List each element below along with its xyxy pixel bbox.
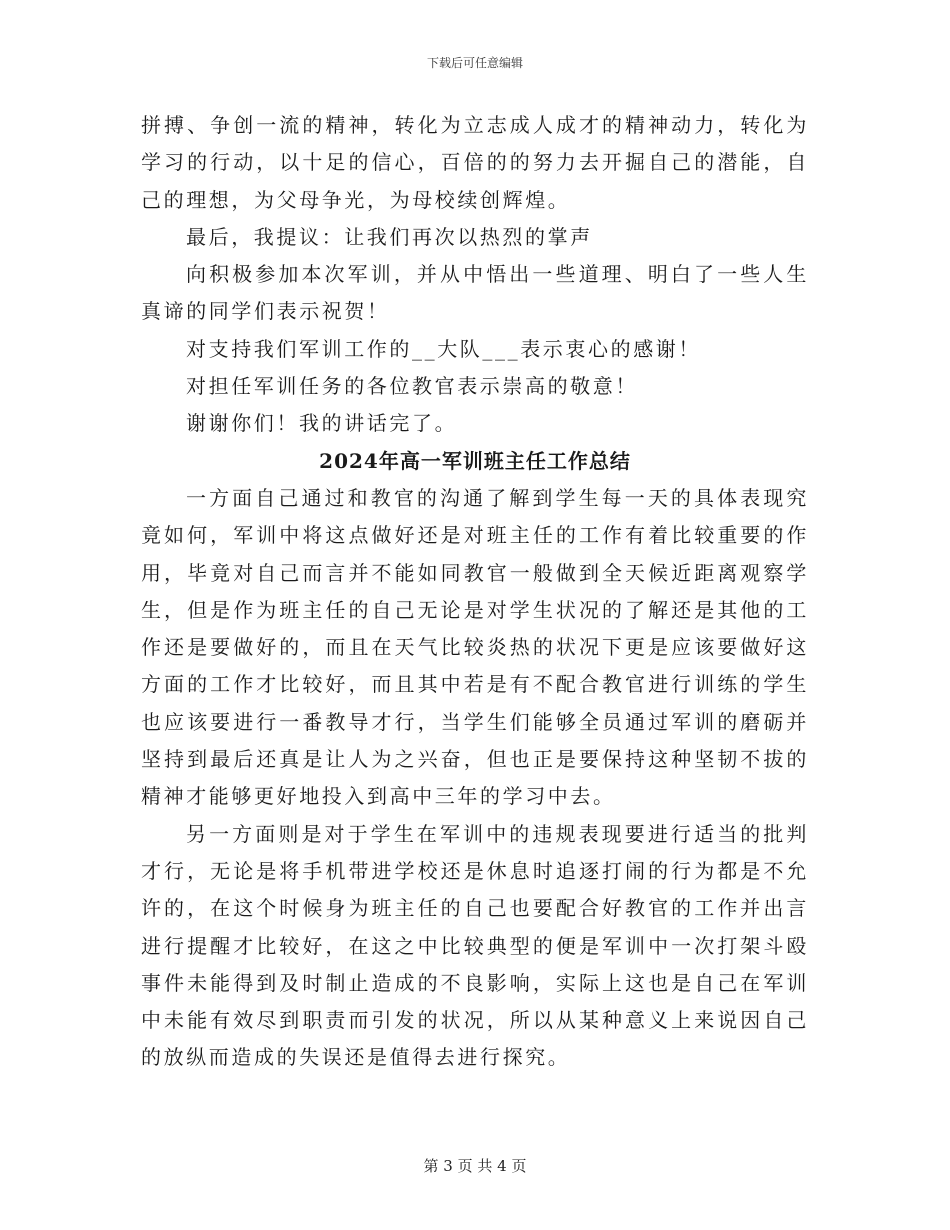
page-header: 下载后可任意编辑 [426, 56, 523, 70]
paragraph-8: 另一方面则是对于学生在军训中的违规表现要进行适当的批判才行，无论是将手机带进学校还是休息时追逐打闹的行为都是不允许的，在这个时候身为班主任的自己也要配合好教官的工作并出言进行提醒才比较好，在这之中比较典型的便是军训中一次打架斗殴事件未能得到及时制止造成的不良影响，实际上这也是自己在军训中未能有效尽到职责而引发的状况，所以从某种意义上来说因自己的放纵而造成的失误还是值得去进行探究。 [141, 821, 809, 1070]
page-footer: 第 3 页 共 4 页 [423, 1157, 527, 1175]
paragraph-7: 一方面自己通过和教官的沟通了解到学生每一天的具体表现究竟如何，军训中将这点做好还是对班主任的工作有着比较重要的作用，毕竟对自己而言并不能如同教官一般做到全天候近距离观察学生，但是作为班主任的自己无论是对学生状况的了解还是其他的工作还是要做好的，而且在天气比较炎热的状况下更是应该要做好这方面的工作才比较好，而且其中若是有不配合教官进行训练的学生也应该要进行一番教导才行，当学生们能够全员通过军训的磨砺并坚持到最后还真是让人为之兴奋，但也正是要保持这种坚韧不拔的精神才能够更好地投入到高中三年的学习中去。 [141, 485, 809, 809]
paragraph-4: 对支持我们军训工作的__大队___表示衷心的感谢！ [186, 336, 701, 361]
document-body [141, 107, 809, 1077]
paragraph-2: 最后，我提议：让我们再次以热烈的掌声 [186, 224, 593, 249]
paragraph-5: 对担任军训任务的各位教官表示崇高的敬意！ [186, 374, 638, 399]
section-title: 2024年高一军训班主任工作总结 [319, 448, 631, 473]
paragraph-3: 向积极参加本次军训，并从中悟出一些道理、明白了一些人生真谛的同学们表示祝贺！ [141, 262, 809, 324]
paragraph-1: 拼搏、争创一流的精神，转化为立志成人成才的精神动力，转化为学习的行动，以十足的信心，百倍的的努力去开掘自己的潜能，自己的理想，为父母争光，为母校续创辉煌。 [141, 113, 809, 212]
paragraph-6: 谢谢你们！我的讲话完了。 [186, 411, 458, 436]
